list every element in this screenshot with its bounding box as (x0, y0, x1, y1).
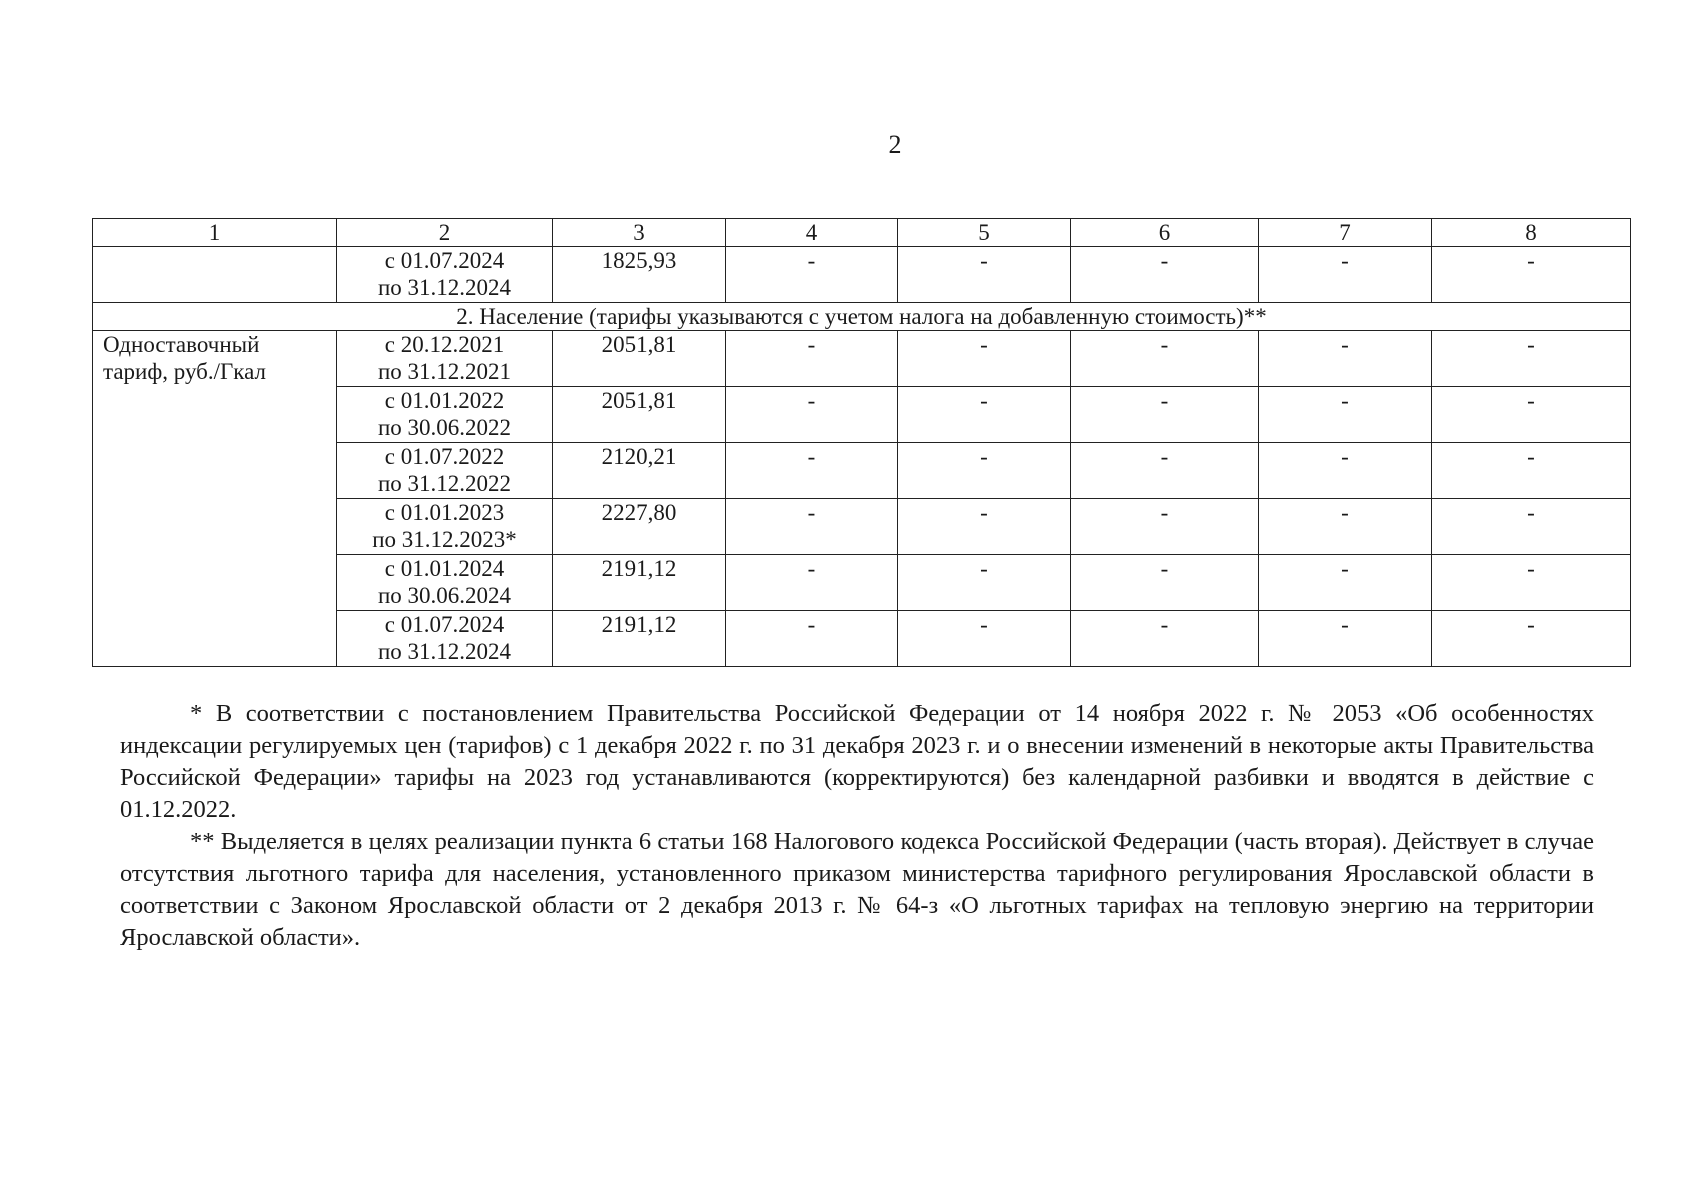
category-line: тариф, руб./Гкал (103, 359, 266, 384)
dash-cell: - (1432, 499, 1631, 555)
period-cell (337, 499, 553, 555)
dash-cell: - (726, 443, 898, 499)
column-header: 5 (898, 219, 1071, 247)
tariff-value: 2191,12 (553, 611, 726, 667)
category-cell (93, 331, 337, 667)
tariff-value: 2051,81 (553, 331, 726, 387)
tariff-value: 1825,93 (553, 247, 726, 303)
dash-cell: - (1071, 331, 1259, 387)
dash-cell: - (726, 499, 898, 555)
dash-cell: - (898, 331, 1071, 387)
tariff-value: 2191,12 (553, 555, 726, 611)
column-header: 6 (1071, 219, 1259, 247)
period-to: по 31.12.2022 (377, 471, 512, 496)
column-header: 2 (337, 219, 553, 247)
dash-cell: - (898, 499, 1071, 555)
period-to: по 30.06.2024 (377, 583, 512, 608)
period-to: по 31.12.2021 (377, 359, 512, 384)
period-cell (337, 247, 553, 303)
period-from: с 01.07.2024 (384, 612, 505, 637)
dash-cell: - (1071, 387, 1259, 443)
column-header-row (93, 219, 1631, 247)
period-to: по 31.12.2023* (372, 527, 517, 552)
page-number: 2 (888, 130, 902, 159)
period-from: с 01.07.2024 (384, 248, 505, 273)
dash-cell: - (1259, 247, 1432, 303)
tariff-table (92, 218, 1631, 667)
dash-cell: - (1432, 331, 1631, 387)
tariff-value: 2227,80 (553, 499, 726, 555)
dash-cell: - (1071, 611, 1259, 667)
dash-cell: - (1259, 387, 1432, 443)
dash-cell: - (1259, 331, 1432, 387)
period-cell (337, 331, 553, 387)
dash-cell: - (726, 331, 898, 387)
tariff-value: 2120,21 (553, 443, 726, 499)
footnotes (120, 698, 1594, 954)
period-from: с 01.01.2022 (384, 388, 505, 413)
period-from: с 20.12.2021 (384, 332, 505, 357)
dash-cell: - (1071, 443, 1259, 499)
period-to: по 30.06.2022 (377, 415, 512, 440)
dash-cell: - (1071, 247, 1259, 303)
dash-cell: - (726, 611, 898, 667)
period-cell (337, 443, 553, 499)
dash-cell: - (898, 555, 1071, 611)
dash-cell: - (1432, 555, 1631, 611)
dash-cell: - (1071, 499, 1259, 555)
section-row (93, 303, 1631, 331)
dash-cell: - (1259, 611, 1432, 667)
column-header: 8 (1432, 219, 1631, 247)
dash-cell: - (1432, 387, 1631, 443)
period-cell (337, 387, 553, 443)
column-header: 1 (93, 219, 337, 247)
dash-cell: - (1259, 499, 1432, 555)
column-header: 4 (726, 219, 898, 247)
dash-cell: - (898, 387, 1071, 443)
period-from: с 01.01.2023 (384, 500, 505, 525)
footnote-1: * В соответствии с постановлением Правительства Российской Федерации от 14 ноября 2022 г. № 2053 «Об особенностях индексации регулируемых цен (тарифов) с 1 декабря 2022 г. по 31 декабря 2023 г. и о внесении изменений в некоторые акты Правительства Российской Федерации» тарифы на 2023 год устанавливаются (корректируются) без календарной разбивки и вводятся в действие с 01.12.2022. (120, 700, 1594, 823)
dash-cell: - (898, 443, 1071, 499)
period-cell (337, 555, 553, 611)
period-cell (337, 611, 553, 667)
dash-cell: - (898, 247, 1071, 303)
dash-cell: - (1259, 443, 1432, 499)
dash-cell: - (726, 555, 898, 611)
period-from: с 01.07.2022 (384, 444, 505, 469)
continuation-row (93, 247, 1631, 303)
empty-category-cell (93, 247, 337, 303)
dash-cell: - (726, 247, 898, 303)
dash-cell: - (1432, 443, 1631, 499)
period-to: по 31.12.2024 (377, 639, 512, 664)
dash-cell: - (898, 611, 1071, 667)
table-row (93, 331, 1631, 387)
column-header: 7 (1259, 219, 1432, 247)
dash-cell: - (1432, 247, 1631, 303)
tariff-value: 2051,81 (553, 387, 726, 443)
footnote-2: ** Выделяется в целях реализации пункта 6 статьи 168 Налогового кодекса Российской Федерации (часть вторая). Действует в случае отсутствия льготного тарифа для населения, установленного приказом министерства тарифного регулирования Ярославской области в соответствии с Законом Ярославской области от 2 декабря 2013 г. № 64-з «О льготных тарифах на тепловую энергию на территории Ярославской области». (120, 828, 1594, 951)
category-line: Одноставочный (103, 332, 260, 357)
dash-cell: - (1432, 611, 1631, 667)
column-header: 3 (553, 219, 726, 247)
section-title: 2. Население (тарифы указываются с учетом налога на добавленную стоимость)** (93, 303, 1631, 331)
period-to: по 31.12.2024 (377, 275, 512, 300)
dash-cell: - (1071, 555, 1259, 611)
dash-cell: - (1259, 555, 1432, 611)
dash-cell: - (726, 387, 898, 443)
period-from: с 01.01.2024 (384, 556, 505, 581)
